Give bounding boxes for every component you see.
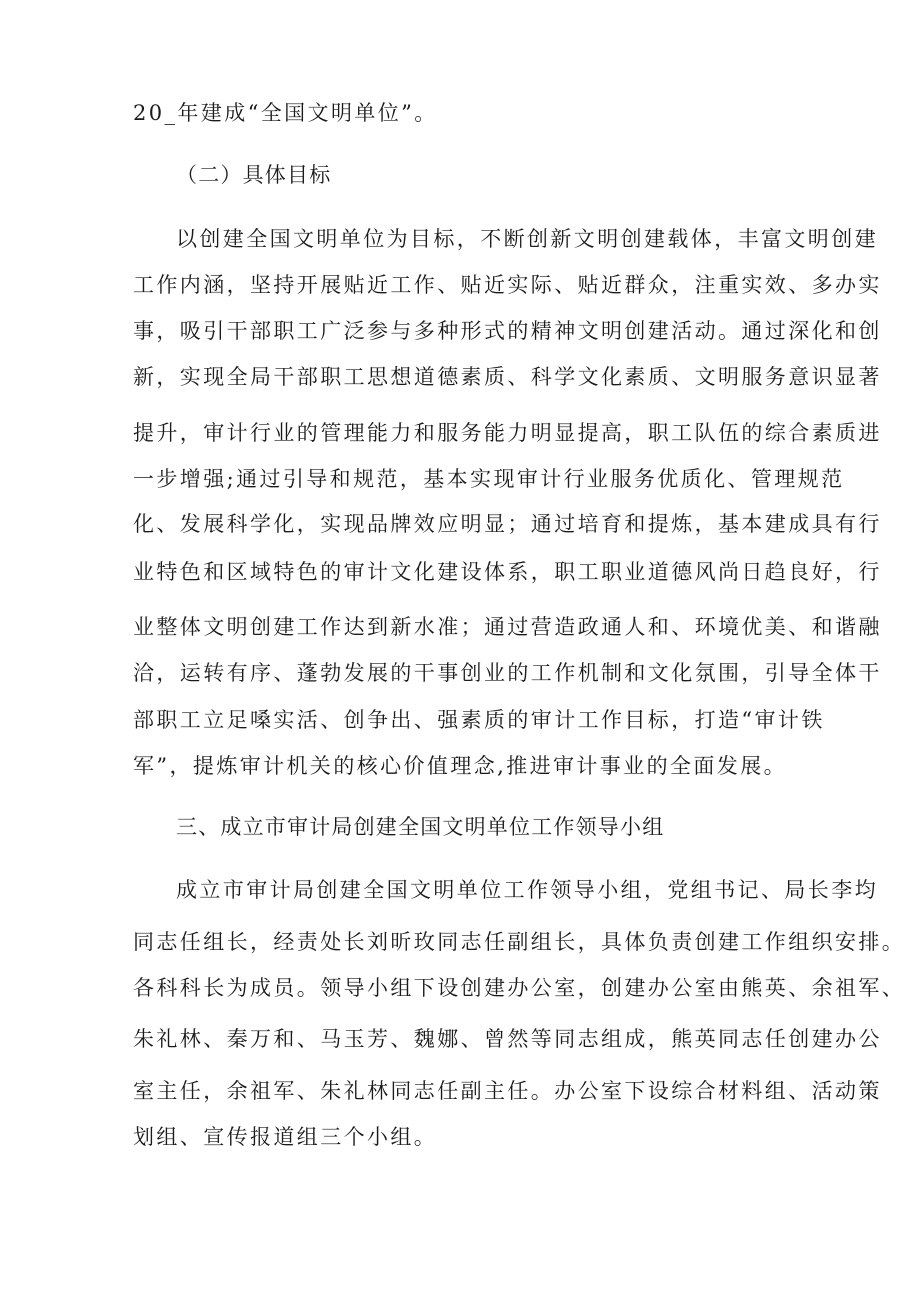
paragraph-line: 业特色和区域特色的审计文化建设体系，职工职业道德风尚日趋良好，行 [133,560,882,584]
paragraph-line: 以创建全国文明单位为目标，不断创新文明创建载体，丰富文明创建 [176,227,878,251]
paragraph-line: 事，吸引干部职工广泛参与多种形式的精神文明创建活动。通过深化和创 [133,319,882,343]
paragraph-line: 提升，审计行业的管理能力和服务能力明显提高，职工队伍的综合素质进 [133,421,882,445]
paragraph-line: 业整体文明创建工作达到新水准；通过营造政通人和、环境优美、和谐融 [133,615,882,639]
paragraph-line: 化、发展科学化，实现品牌效应明显；通过培育和提炼，基本建成具有行 [133,512,882,536]
paragraph-line: 朱礼林、秦万和、马玉芳、魏娜、曾然等同志组成，熊英同志任创建办公 [133,1027,882,1051]
paragraph-line: 室主任，余祖军、朱礼林同志任副主任。办公室下设综合材料组、活动策 [133,1079,882,1103]
paragraph-line: 划组、宣传报道组三个小组。 [133,1125,438,1149]
paragraph-line: 一步增强;通过引导和规范，基本实现审计行业服务优质化、管理规范 [133,467,845,491]
paragraph-line: 部职工立足嗓实活、创争出、强素质的审计工作目标，打造“审计铁 [133,708,825,732]
paragraph-line: 新，实现全局干部职工思想道德素质、科学文化素质、文明服务意识显著 [133,365,882,389]
intro-line: 20_年建成“全国文明单位”。 [133,101,438,125]
section-3-heading: 三、成立市审计局创建全国文明单位工作领导小组 [176,815,665,839]
paragraph-line: 工作内涵，坚持开展贴近工作、贴近实际、贴近群众，注重实效、多办实 [133,273,882,297]
paragraph-line: 军”，提炼审计机关的核心价值理念,推进审计事业的全面发展。 [133,754,788,778]
paragraph-line: 洽，运转有序、蓬勃发展的干事创业的工作机制和文化氛围，引导全体干 [133,661,882,685]
section-2-heading: （二）具体目标 [176,163,332,187]
paragraph-line: 成立市审计局创建全国文明单位工作领导小组，党组书记、局长李均 [176,878,878,902]
paragraph-line: 同志任组长，经责处长刘昕玫同志任副组长，具体负责创建工作组织安排。 [133,930,906,954]
paragraph-line: 各科科长为成员。领导小组下设创建办公室，创建办公室由熊英、余祖军、 [133,976,906,1000]
